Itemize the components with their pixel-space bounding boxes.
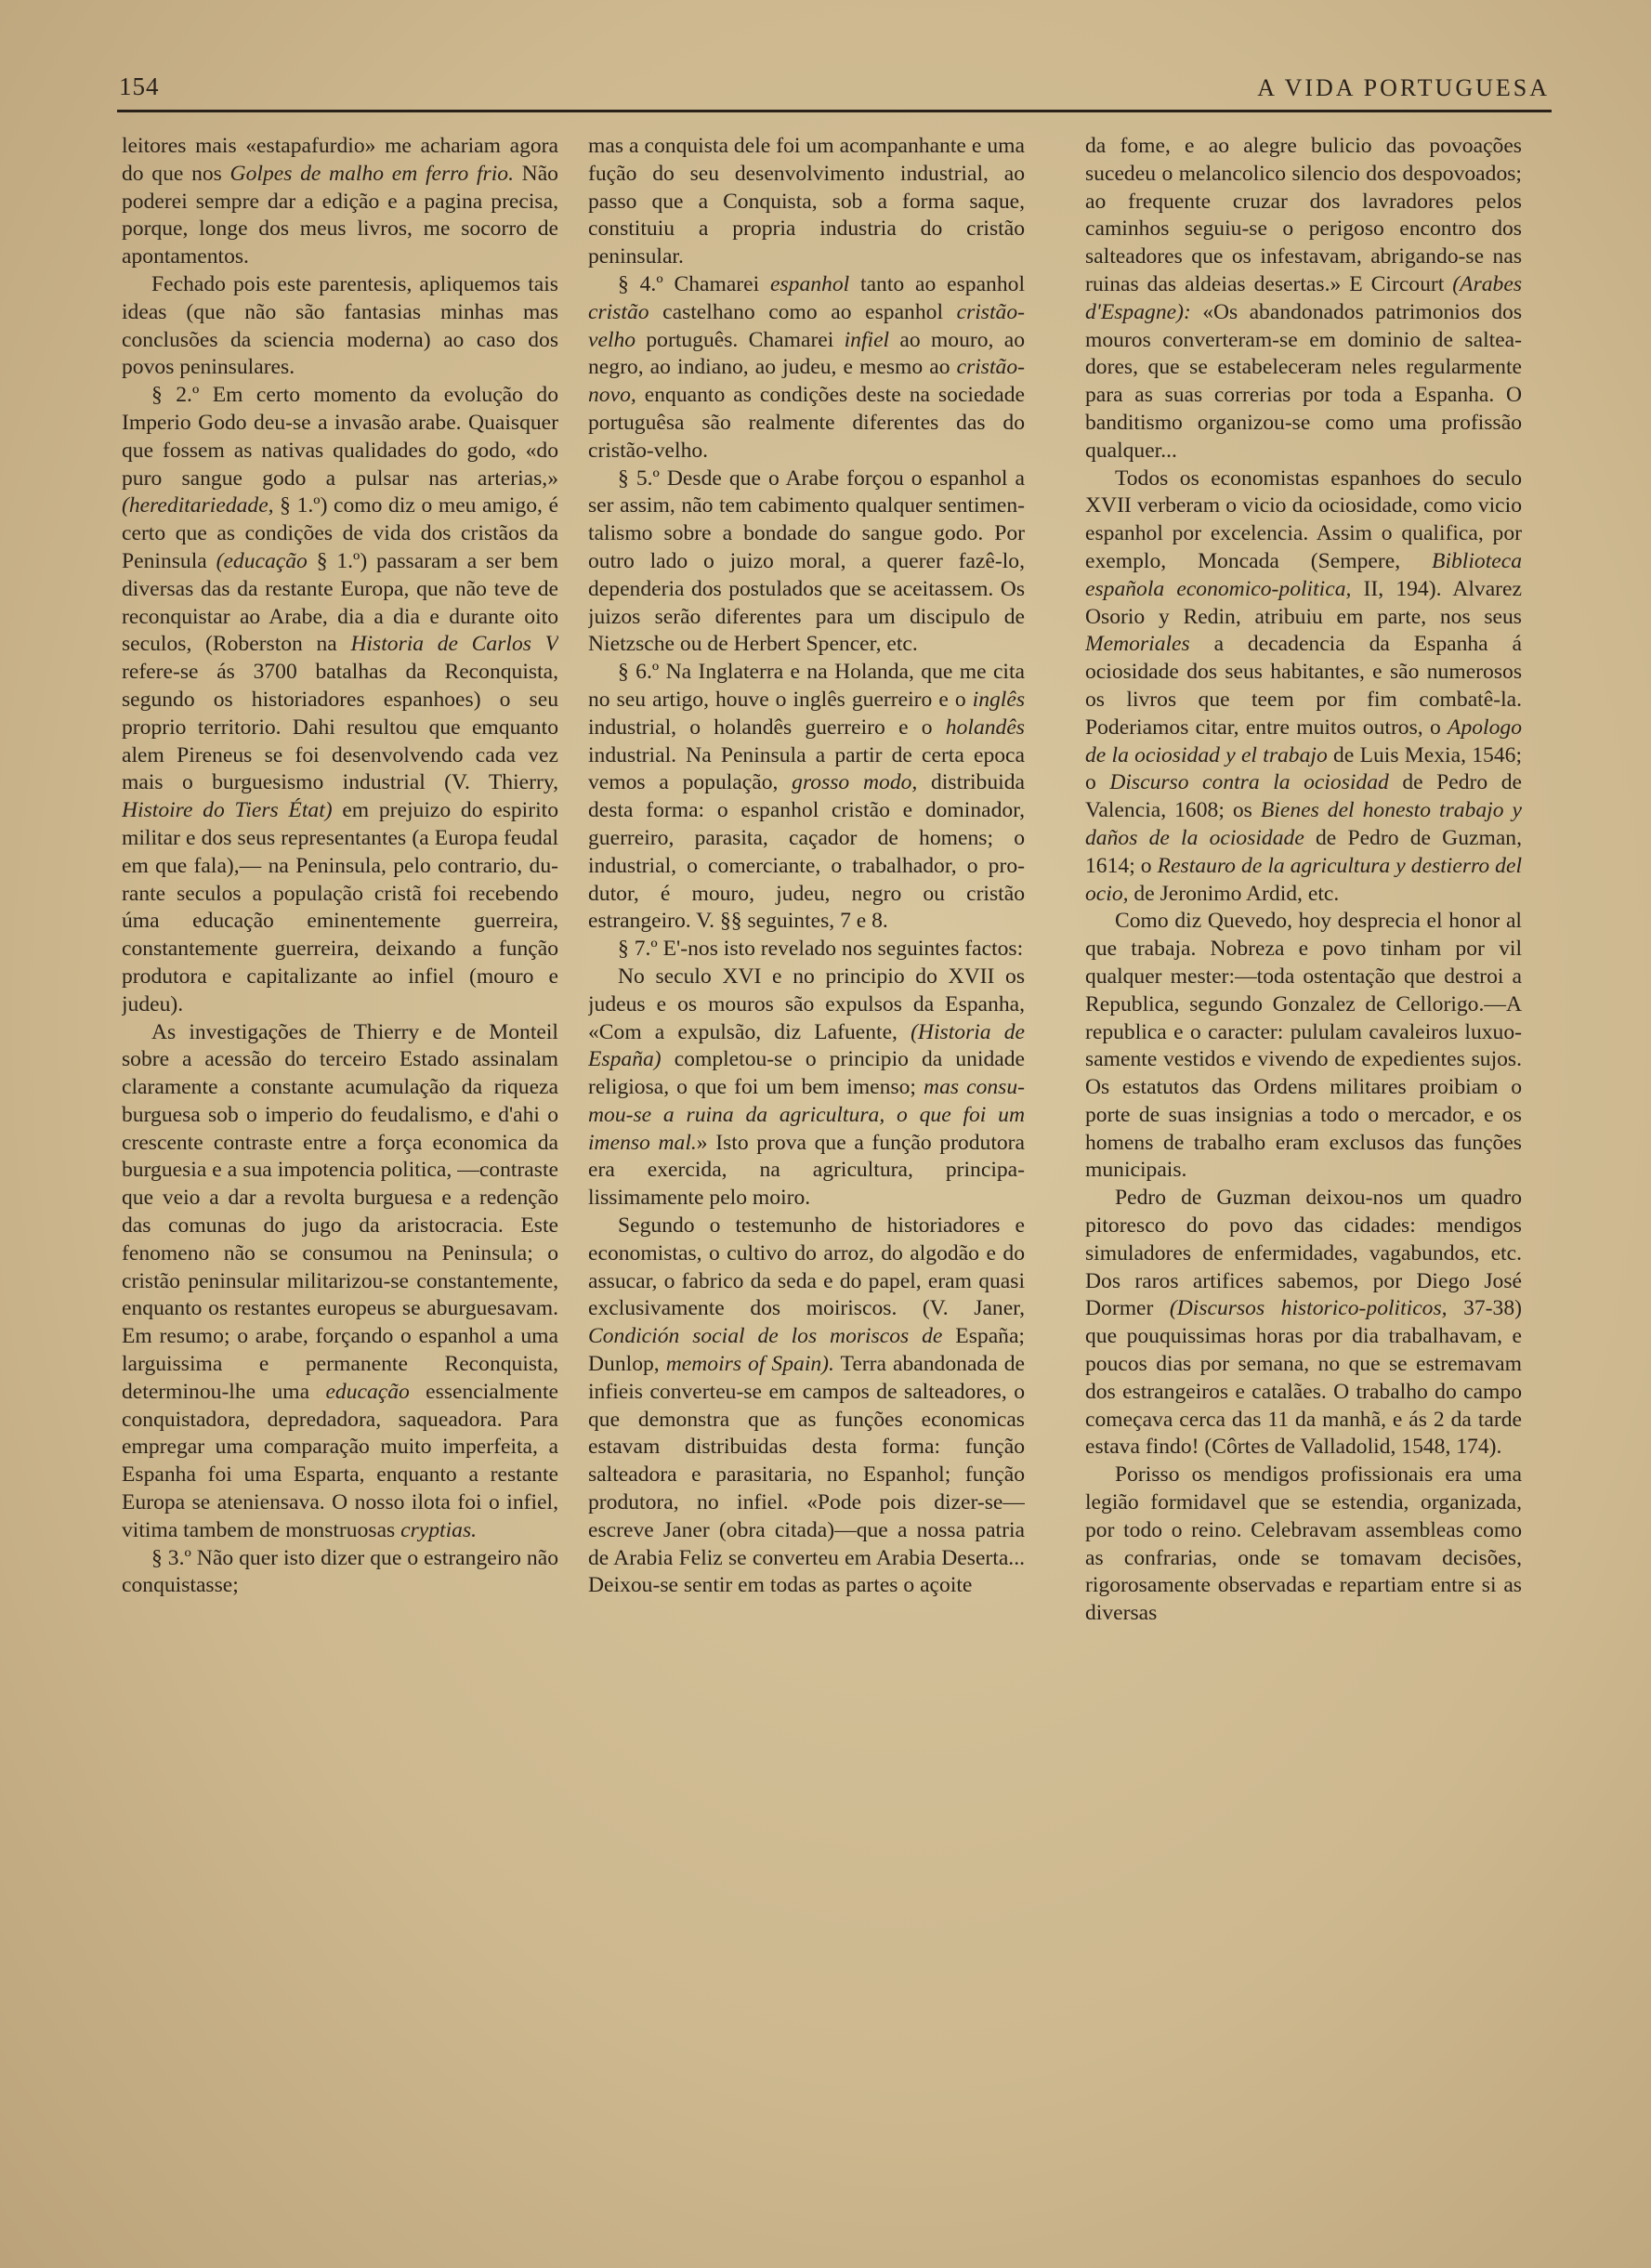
italic-run: cristão bbox=[588, 299, 649, 324]
text-run: refere-se ás 3700 batalhas da Reconquista, segundo os historiadores espanhoes) o seu proprio territorio. Dahi resultou que emquanto alem Pireneus se foi desenvolvendo cada vez mais o burguesismo industrial (V. Thierry, bbox=[122, 660, 558, 795]
italic-run: (educação bbox=[216, 548, 308, 573]
header-rule bbox=[117, 110, 1552, 112]
italic-run: espanhol bbox=[770, 271, 850, 296]
text-run: de Pedro de Valencia, 1608; os bbox=[1085, 770, 1522, 823]
text-column-3 bbox=[1085, 133, 1522, 2251]
text-run: leitores mais «estapafurdio» me achariam agora do que nos bbox=[122, 134, 558, 186]
text-run: § 4.º Chamarei bbox=[618, 271, 770, 296]
text-run: Como diz Quevedo, hoy desprecia el honor al que trabaja. Nobreza e povo tinham por vil qualquer mester:—toda ostentação que destroi a Republica, segundo Gonzalez de Cellorigo.—A republica e o caracter: pululam cavaleiros luxuosamente vestidos e vivendo de expedientes sujos. Os estatutos das Ordens militares proibiam o porte de suas insignias a todo o mercador, e os homens de trabalho eram exclusos das funções municipais. bbox=[1085, 909, 1522, 1183]
text-run: completou-se o principio da unidade religiosa, o que foi um bem imenso; bbox=[588, 1047, 1025, 1100]
paragraph bbox=[588, 271, 1025, 465]
text-run: 37-38) que pouquissimas horas por dia trabalhavam, e poucos dias por semana, no que se estremavam dos estrangeiros e catalães. O trabalho do campo começava cerca das 11 da manhã, e ás 2 da tarde estava findo! (Côrtes de Valladolid, 1548, 174). bbox=[1085, 1296, 1522, 1460]
paragraph bbox=[122, 382, 558, 1018]
text-run: de Luis Mexia, 1546; o bbox=[1085, 742, 1522, 795]
paragraph bbox=[588, 936, 1025, 964]
text-run: de Pedro de Guzman, 1614; o bbox=[1085, 825, 1522, 878]
italic-run: Biblioteca española economico-politica, bbox=[1085, 548, 1522, 601]
italic-run: Restauro de la agricultura y destierro del ocio, bbox=[1085, 853, 1522, 906]
paragraph bbox=[588, 964, 1025, 1213]
italic-run: Condición social de los moriscos de bbox=[588, 1324, 943, 1349]
paragraph bbox=[1085, 1462, 1522, 1628]
text-run: § 5.º Desde que o Arabe forçou o espanhol a ser assim, não tem cabimento qualquer sentimentalismo sobre a bondade do sangue godo. Por outro lado o juizo moral, a querer fazê-lo, dependeria dos postulados que se aceitassem. Os juizos serão diferentes para um discipulo de Nietzsche ou de Herbert Spencer, etc. bbox=[588, 465, 1025, 657]
paragraph bbox=[122, 271, 558, 382]
text-run: industrial, o holandês guerreiro e o bbox=[588, 714, 946, 740]
text-run: No seculo XVI e no principio do XVII os judeus e os mouros são expulsos da Espanha, «Com a expulsão, diz Lafuente, bbox=[588, 964, 1025, 1044]
text-run: a decadencia da Espanha á ociosidade dos seus habitantes, e são numerosos os livros que teem por fim combatê-la. Poderiamos citar, entre muitos outros, o bbox=[1085, 632, 1522, 740]
text-run: » Isto prova que a função produtora era exercida, na agricultura, principalissimamente pelo moiro. bbox=[588, 1130, 1025, 1211]
text-run: industrial. Na Peninsula a partir de certa epoca vemos a população, bbox=[588, 742, 1025, 795]
italic-run: cryptias. bbox=[400, 1517, 478, 1542]
italic-run: Bienes del honesto trabajo y daños de la ociosidade bbox=[1085, 798, 1522, 850]
italic-run: inglês bbox=[972, 687, 1025, 712]
text-run: Pedro de Guzman deixou-nos um quadro pitoresco do povo das cidades: mendigos simuladores de enfermidades, vagabundos, etc. Dos raros artifices sabemos, por Diego José Dormer bbox=[1085, 1186, 1522, 1321]
text-run: Porisso os mendigos profissionais era uma legião formidavel que se estendia, organizada, por todo o reino. Celebravam assembleas como as confrarias, onde se tomavam decisões, rigorosamente observadas e repartiam entre si as diversas bbox=[1085, 1462, 1522, 1626]
paragraph bbox=[122, 1545, 558, 1601]
text-run: II, 194). Alvarez Osorio y Redin, atribuiu em parte, nos seus bbox=[1085, 576, 1522, 629]
text-run: Fechado pois este parentesis, apliquemos tais ideas (que não são fantasias minhas mas conclusões da sciencia moderna) ao caso dos povos peninsulares. bbox=[122, 271, 558, 380]
italic-run: holandês bbox=[945, 714, 1025, 740]
text-run: em prejuizo do espirito militar e dos seus representantes (a Europa feudal em que fala),— na Peninsula, pelo contrario, durante seculos a população cristã foi recebendo úma educação eminentemente guerreira, constantemente guerreira, deixando a função produtora e capitalizante ao infiel (mouro e judeu). bbox=[122, 798, 558, 1016]
text-run: § 3.º Não quer isto dizer que o estrangeiro não conquistasse; bbox=[122, 1545, 558, 1598]
text-run: da fome, e ao alegre bulicio das povoações sucedeu o melancolico silencio dos despovoados; ao frequente cruzar dos lavradores pelos caminhos seguiu-se o perigoso encontro dos salteadores que os infestavam, abrigando-se nas ruinas das aldeias desertas.» E Circourt bbox=[1085, 134, 1522, 296]
italic-run: (hereditariedade, bbox=[122, 493, 274, 518]
text-run: «Os abandonados patrimonios dos mouros converteram-se em dominio de salteadores, que se estabeleceram neles regularmente para as suas correrias por toda a Espanha. O banditismo organizou-se como uma profissão qualquer... bbox=[1085, 299, 1522, 463]
paragraph bbox=[1085, 133, 1522, 465]
paragraph bbox=[588, 1213, 1025, 1600]
italic-run: Histoire do Tiers État) bbox=[122, 798, 333, 823]
italic-run: (Discursos historico-politicos, bbox=[1169, 1296, 1448, 1321]
text-run: España; Dunlop, bbox=[588, 1324, 1025, 1377]
text-run: As investigações de Thierry e de Monteil sobre a acessão do terceiro Estado assinalam claramente a constante acumulação da riqueza burguesa sob o imperio do feudalismo, e d'ahi o crescente contraste entre a força economica da burguesia e a sua impotencia politica, —contraste que veio a dar a revolta burguesa e a redenção das comunas do jugo da aristocracia. Este fenomeno não se consumou na Peninsula; o cristão peninsular militarizou-se constantemente, enquanto os restantes europeus se aburguesavam. Em resumo; o arabe, forçando o espanhol a uma larguissima e permanente Reconquista, determinou-lhe uma bbox=[122, 1019, 558, 1404]
text-run: enquanto as condições deste na sociedade portuguêsa são realmente diferentes das do cristão-velho. bbox=[588, 383, 1025, 463]
paragraph bbox=[588, 133, 1025, 271]
text-run: § 1.º) passaram a ser bem diversas das da restante Europa, que não teve de reconquistar ao Arabe, dia a dia e durante oito seculos, (Roberston na bbox=[122, 548, 558, 657]
paragraph bbox=[122, 1019, 558, 1545]
italic-run: Discurso contra la ociosidad bbox=[1109, 770, 1389, 795]
italic-run: grosso modo, bbox=[792, 770, 918, 795]
text-run: tanto ao espanhol bbox=[849, 271, 1025, 296]
text-run: Todos os economistas espanhoes do seculo XVII verberam o vicio da ociosidade, como vicio espanhol por excelencia. Assim o qualifica, por exemplo, Moncada (Sempere, bbox=[1085, 465, 1522, 573]
italic-run: Memoriales bbox=[1085, 632, 1190, 657]
text-run: essencialmente conquistadora, depredadora, saqueadora. Para empregar uma comparação muito imperfeita, a Espanha foi uma Esparta, enquanto a restante Europa se ateniensava. O nosso ilota foi o infiel, vitima tambem de monstruosas bbox=[122, 1379, 558, 1542]
italic-run: Apologo de la ociosidad y el trabajo bbox=[1085, 714, 1522, 767]
text-run: Não poderei sempre dar a edição e a pagina precisa, porque, longe dos meus livros, me socorro de apontamentos. bbox=[122, 161, 558, 269]
text-run: ao mouro, ao negro, ao indiano, ao judeu, e mesmo ao bbox=[588, 327, 1025, 380]
italic-run: Historia de Carlos V bbox=[350, 632, 558, 657]
italic-run: educação bbox=[325, 1379, 410, 1404]
text-column-2 bbox=[588, 133, 1025, 2251]
page-number: 154 bbox=[119, 72, 160, 100]
text-run: § 1.º) como diz o meu amigo, é certo que as condições de vida dos cristãos da Peninsula bbox=[122, 493, 558, 573]
paragraph bbox=[1085, 465, 1522, 909]
italic-run: (Arabes d'Espagne): bbox=[1085, 271, 1522, 324]
paragraph bbox=[588, 465, 1025, 660]
italic-run: cristão-velho bbox=[588, 299, 1025, 352]
text-run: mas a conquista dele foi um acompanhante e uma fução do seu desenvolvimento industrial, ao passo que a Conquista, sob a forma saque, constituiu a propria industria do cristão peninsular. bbox=[588, 134, 1025, 269]
text-run: português. Chamarei bbox=[636, 327, 845, 352]
text-run: castelhano como ao espanhol bbox=[649, 299, 957, 324]
text-run: Segundo o testemunho de historiadores e economistas, o cultivo do arroz, do algodão e do assucar, o fabrico da seda e do papel, eram quasi exclusivamente dos moiriscos. (V. Janer, bbox=[588, 1213, 1025, 1321]
italic-run: (Historia de España) bbox=[588, 1019, 1025, 1072]
italic-run: mas consumou-se a ruina da agricultura, o que foi um imenso mal. bbox=[588, 1075, 1025, 1155]
text-column-1 bbox=[122, 133, 558, 2251]
paragraph bbox=[122, 133, 558, 271]
text-run: Terra abandonada de infieis converteu-se em campos de salteadores, o que demonstra que as funções economicas estavam distribuidas desta forma: função salteadora e parasitaria, no Espanhol; função produtora, no infiel. «Pode pois dizer-se—escreve Janer (obra citada)—que a nossa patria de Arabia Feliz se converteu em Arabia Deserta... Deixou-se sentir em todas as partes o açoite bbox=[588, 1352, 1025, 1598]
italic-run: Golpes de malho em ferro frio. bbox=[229, 161, 514, 186]
italic-run: infiel bbox=[844, 327, 890, 352]
paragraph bbox=[1085, 908, 1522, 1185]
text-run: § 2.º Em certo momento da evolução do Imperio Godo deu-se a invasão arabe. Quaisquer que fossem as nativas qualidades do godo, «do puro sangue godo a pulsar nas arterias,» bbox=[122, 383, 558, 491]
running-title: A VIDA PORTUGUESA bbox=[1257, 74, 1550, 101]
text-run: distribuida desta forma: o espanhol cristão e dominador, guerreiro, parasita, caçador de homens; o industrial, o comerciante, o trabalhador, o produtor, é mouro, judeu, negro ou cristão estrangeiro. V. §§ seguintes, 7 e 8. bbox=[588, 770, 1025, 934]
text-run: § 7.º E'-nos isto revelado nos seguintes factos: bbox=[618, 937, 1024, 962]
paragraph bbox=[1085, 1185, 1522, 1462]
italic-run: cristão-novo, bbox=[588, 355, 1025, 408]
text-run: § 6.º Na Inglaterra e na Holanda, que me cita no seu artigo, houve o inglês guerreiro e o bbox=[588, 660, 1025, 712]
running-header bbox=[119, 72, 1550, 113]
text-run: de Jeronimo Ardid, etc. bbox=[1128, 881, 1340, 906]
italic-run: memoirs of Spain). bbox=[665, 1352, 834, 1377]
paragraph bbox=[588, 659, 1025, 936]
